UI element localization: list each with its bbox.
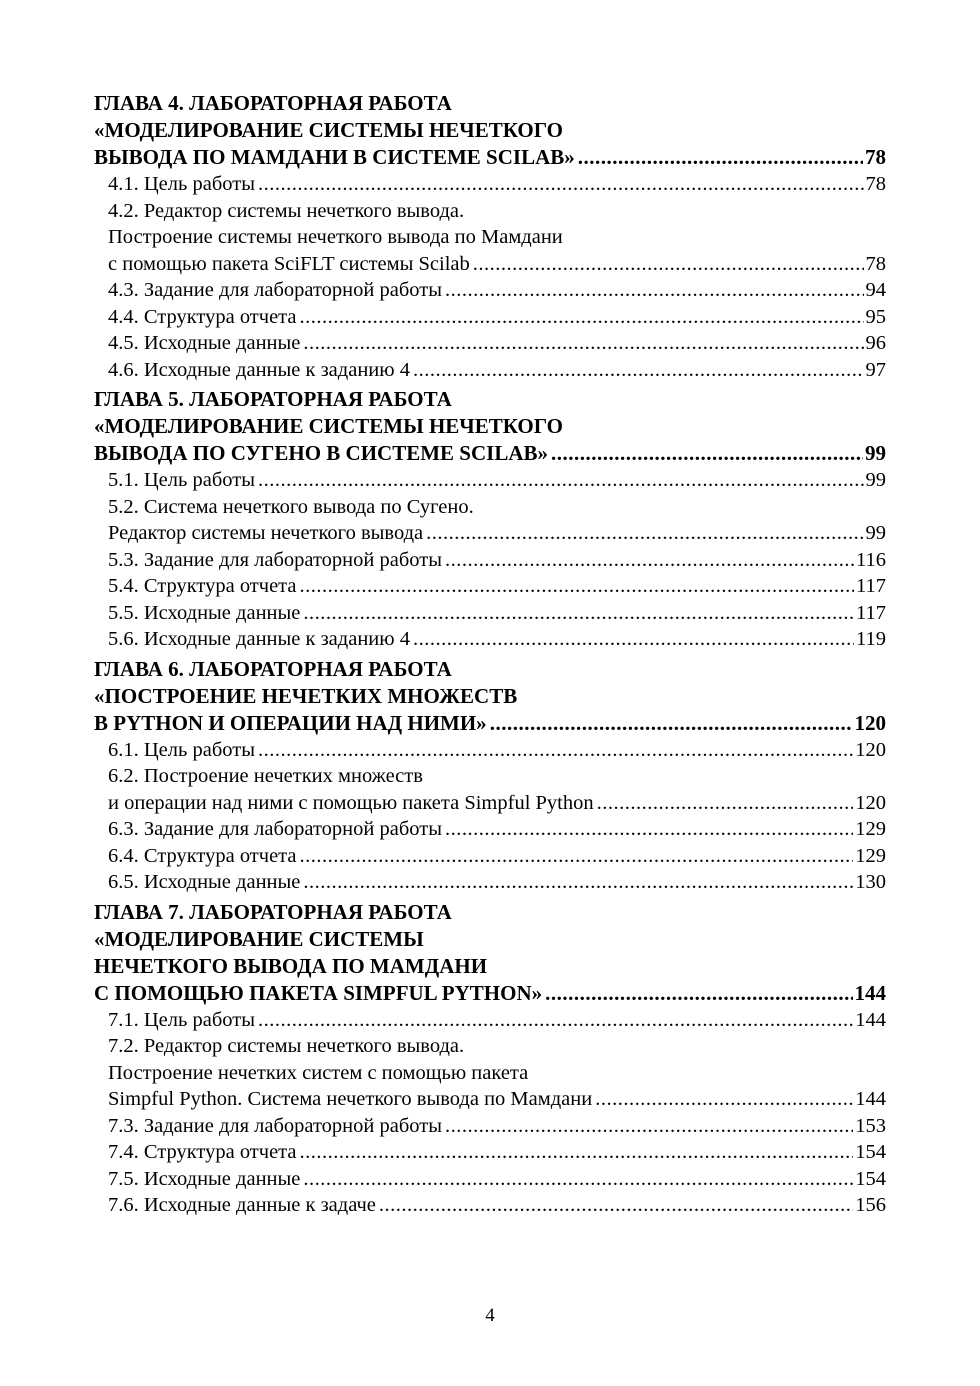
entry-row — [108, 626, 886, 653]
entry-row — [108, 1113, 886, 1140]
entry-row — [108, 547, 886, 574]
entry-row — [108, 790, 886, 817]
toc-entry[interactable] — [94, 737, 886, 764]
chapter-page-number: 99 — [865, 441, 886, 465]
entry-row — [108, 1139, 886, 1166]
entry-title: Редактор системы нечеткого вывода — [108, 522, 424, 544]
dot-leader — [258, 467, 864, 494]
toc-chapter-4 — [94, 90, 886, 383]
toc-entry[interactable] — [94, 1139, 886, 1166]
toc-entry[interactable] — [94, 1166, 886, 1193]
dot-leader — [299, 573, 854, 600]
toc-entry[interactable] — [94, 763, 886, 816]
toc-chapter-5 — [94, 386, 886, 653]
entry-page-number: 129 — [855, 818, 886, 840]
entry-title: 4.1. Цель работы — [108, 173, 255, 195]
entry-page-number: 129 — [855, 844, 886, 867]
dot-leader — [413, 626, 854, 653]
toc-entry[interactable] — [94, 1192, 886, 1219]
chapter-title-text: В PYTHON И ОПЕРАЦИИ НАД НИМИ» — [94, 710, 487, 735]
entry-row — [108, 304, 886, 331]
chapter-title-text: ВЫВОДА ПО СУГЕНО В СИСТЕМЕ SCILAB» — [94, 441, 549, 465]
entry-row — [108, 520, 886, 547]
chapter-page-number: 78 — [865, 145, 886, 169]
toc-entry[interactable] — [94, 357, 886, 384]
entry-page-number: 78 — [865, 252, 886, 275]
chapter-heading[interactable] — [94, 899, 886, 1007]
entry-page-number: 156 — [855, 1194, 886, 1216]
entry-page-number: 130 — [855, 871, 886, 893]
entry-row — [108, 357, 886, 384]
chapter-title-line: НЕЧЕТКОГО ВЫВОДА ПО МАМДАНИ — [94, 953, 488, 978]
entry-row — [108, 600, 886, 627]
dot-leader — [299, 1139, 853, 1166]
entry-title: 5.4. Структура отчета — [108, 575, 297, 597]
toc-entry[interactable] — [94, 1113, 886, 1140]
entry-title: 5.5. Исходные данные — [108, 601, 301, 624]
toc-entry[interactable] — [94, 1007, 886, 1034]
dot-leader — [578, 144, 863, 171]
entry-row — [108, 869, 886, 896]
entry-row — [108, 816, 886, 843]
section-list — [94, 737, 886, 896]
chapter-title-line: «МОДЕЛИРОВАНИЕ СИСТЕМЫ НЕЧЕТКОГО — [94, 118, 563, 142]
dot-leader — [379, 1192, 853, 1219]
dot-leader — [258, 171, 864, 198]
entry-row — [108, 251, 886, 278]
chapter-page-number: 144 — [854, 980, 886, 1005]
toc-entry[interactable] — [94, 304, 886, 331]
entry-page-number: 120 — [855, 738, 886, 761]
table-of-contents — [94, 90, 886, 1222]
entry-row — [108, 1192, 886, 1219]
toc-entry[interactable] — [94, 843, 886, 870]
toc-entry[interactable] — [94, 869, 886, 896]
chapter-title-row — [94, 144, 886, 171]
chapter-page-number: 120 — [854, 710, 886, 735]
entry-page-number: 116 — [856, 548, 886, 571]
entry-title-line: Построение нечетких систем с помощью пакета — [108, 1061, 529, 1084]
toc-entry[interactable] — [94, 626, 886, 653]
dot-leader — [426, 520, 863, 547]
chapter-title-row — [94, 980, 886, 1007]
entry-title: 5.3. Задание для лабораторной работы — [108, 548, 442, 571]
entry-title-line: Построение системы нечеткого вывода по Мамдани — [108, 226, 563, 248]
toc-entry[interactable] — [94, 600, 886, 627]
entry-page-number: 117 — [856, 601, 886, 624]
entry-page-number: 78 — [865, 173, 886, 195]
entry-page-number: 97 — [865, 358, 886, 381]
entry-title: 7.5. Исходные данные — [108, 1167, 301, 1190]
entry-page-number: 154 — [855, 1167, 886, 1190]
entry-row — [108, 573, 886, 600]
entry-title-line: 7.2. Редактор системы нечеткого вывода. — [108, 1035, 465, 1057]
dot-leader — [303, 1166, 853, 1193]
toc-entry[interactable] — [94, 277, 886, 304]
entry-page-number: 144 — [855, 1088, 886, 1110]
entry-title: 7.6. Исходные данные к задаче — [108, 1194, 376, 1216]
dot-leader — [597, 790, 854, 817]
section-list — [94, 1007, 886, 1219]
entry-page-number: 154 — [855, 1141, 886, 1163]
chapter-title-line: ГЛАВА 6. ЛАБОРАТОРНАЯ РАБОТА — [94, 656, 452, 681]
entry-page-number: 117 — [856, 575, 886, 597]
entry-page-number: 119 — [856, 628, 886, 650]
entry-page-number: 99 — [865, 522, 886, 544]
entry-row — [108, 1166, 886, 1193]
dot-leader — [299, 304, 863, 331]
entry-title: 6.4. Структура отчета — [108, 844, 297, 867]
entry-row — [108, 1007, 886, 1034]
entry-title: Simpful Python. Система нечеткого вывода по Мамдани — [108, 1088, 593, 1110]
chapter-title-line: ГЛАВА 7. ЛАБОРАТОРНАЯ РАБОТА — [94, 899, 452, 924]
entry-title: 4.3. Задание для лабораторной работы — [108, 279, 442, 301]
toc-entry[interactable] — [94, 467, 886, 494]
chapter-title-row — [94, 710, 886, 737]
section-list — [94, 467, 886, 653]
entry-page-number: 99 — [865, 469, 886, 491]
chapter-heading[interactable] — [94, 656, 886, 737]
toc-chapter-7 — [94, 899, 886, 1219]
page-number: 4 — [485, 1305, 495, 1326]
chapter-title-line: «ПОСТРОЕНИЕ НЕЧЕТКИХ МНОЖЕСТВ — [94, 683, 518, 708]
entry-row — [108, 330, 886, 357]
entry-page-number: 96 — [865, 332, 886, 354]
dot-leader — [303, 600, 854, 627]
dot-leader — [445, 277, 864, 304]
entry-title: 6.3. Задание для лабораторной работы — [108, 818, 442, 840]
entry-page-number: 153 — [855, 1114, 886, 1137]
entry-title: 5.6. Исходные данные к заданию 4 — [108, 628, 410, 650]
entry-title-line: 6.2. Построение нечетких множеств — [108, 765, 423, 787]
chapter-title-line: ГЛАВА 4. ЛАБОРАТОРНАЯ РАБОТА — [94, 91, 452, 115]
dot-leader — [473, 251, 864, 278]
dot-leader — [258, 737, 853, 764]
toc-chapter-6 — [94, 656, 886, 896]
toc-entry[interactable] — [94, 494, 886, 547]
dot-leader — [303, 869, 853, 896]
entry-title-line: 4.2. Редактор системы нечеткого вывода. — [108, 199, 465, 222]
chapter-title-line: «МОДЕЛИРОВАНИЕ СИСТЕМЫ НЕЧЕТКОГО — [94, 414, 563, 438]
dot-leader — [303, 330, 863, 357]
dot-leader — [445, 547, 854, 574]
chapter-heading[interactable] — [94, 386, 886, 467]
dot-leader — [551, 440, 863, 467]
entry-page-number: 95 — [865, 305, 886, 328]
entry-row — [108, 277, 886, 304]
entry-title: и операции над ними с помощью пакета Simpful Python — [108, 791, 594, 814]
entry-title: с помощью пакета SciFLT системы Scilab — [108, 252, 470, 275]
chapter-title-line: «МОДЕЛИРОВАНИЕ СИСТЕМЫ — [94, 926, 424, 951]
entry-title: 5.1. Цель работы — [108, 469, 255, 491]
entry-page-number: 120 — [855, 791, 886, 814]
entry-title-line: 5.2. Система нечеткого вывода по Сугено. — [108, 495, 474, 518]
entry-title: 4.4. Структура отчета — [108, 305, 297, 328]
entry-title: 7.3. Задание для лабораторной работы — [108, 1114, 442, 1137]
dot-leader — [299, 843, 853, 870]
entry-title: 6.5. Исходные данные — [108, 871, 301, 893]
toc-entry[interactable] — [94, 171, 886, 198]
chapter-title-line: ГЛАВА 5. ЛАБОРАТОРНАЯ РАБОТА — [94, 387, 452, 411]
chapter-heading[interactable] — [94, 90, 886, 171]
entry-row — [108, 1086, 886, 1113]
entry-title: 4.6. Исходные данные к заданию 4 — [108, 358, 410, 381]
entry-page-number: 94 — [865, 279, 886, 301]
dot-leader — [413, 357, 864, 384]
chapter-title-text: С ПОМОЩЬЮ ПАКЕТА SIMPFUL PYTHON» — [94, 980, 543, 1005]
dot-leader — [445, 1113, 853, 1140]
entry-title: 7.4. Структура отчета — [108, 1141, 297, 1163]
chapter-title-row — [94, 440, 886, 467]
toc-entry[interactable] — [94, 198, 886, 278]
entry-title: 6.1. Цель работы — [108, 738, 255, 761]
dot-leader — [595, 1086, 853, 1113]
dot-leader — [545, 980, 852, 1007]
entry-row — [108, 737, 886, 764]
section-list — [94, 171, 886, 383]
dot-leader — [445, 816, 853, 843]
entry-row — [108, 467, 886, 494]
toc-entry[interactable] — [94, 547, 886, 574]
dot-leader — [258, 1007, 853, 1034]
entry-title: 4.5. Исходные данные — [108, 332, 301, 354]
entry-page-number: 144 — [855, 1008, 886, 1031]
toc-entry[interactable] — [94, 330, 886, 357]
toc-entry[interactable] — [94, 573, 886, 600]
entry-row — [108, 171, 886, 198]
toc-entry[interactable] — [94, 816, 886, 843]
entry-row — [108, 843, 886, 870]
toc-entry[interactable] — [94, 1033, 886, 1113]
dot-leader — [490, 710, 853, 737]
chapter-title-text: ВЫВОДА ПО МАМДАНИ В СИСТЕМЕ SCILAB» — [94, 145, 575, 169]
entry-title: 7.1. Цель работы — [108, 1008, 255, 1031]
